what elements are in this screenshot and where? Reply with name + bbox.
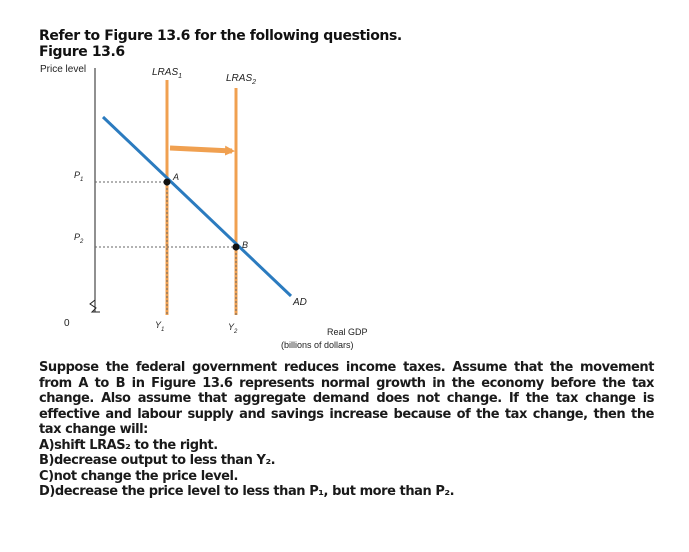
figure-label: Figure 13.6 bbox=[39, 44, 125, 60]
y1-label: $Y_1$ bbox=[155, 320, 165, 333]
point-a-label: A bbox=[173, 172, 180, 182]
origin-label: 0 bbox=[64, 318, 70, 329]
option-a[interactable]: A)shift LRAS₂ to the right. bbox=[39, 437, 218, 453]
option-b[interactable]: B)decrease output to less than Y₂. bbox=[39, 453, 276, 468]
point-a bbox=[164, 179, 171, 186]
x-axis-unit-label: (billions of dollars) bbox=[281, 340, 354, 350]
lras1-label: $LRAS_1$ bbox=[152, 67, 183, 80]
p2-label: $P_2$ bbox=[74, 232, 84, 245]
instruction-text: Refer to Figure 13.6 for the following questions. bbox=[39, 28, 402, 44]
answer-options bbox=[39, 438, 654, 500]
p1-label: $P_1$ bbox=[74, 170, 84, 183]
x-axis-label: Real GDP bbox=[327, 327, 368, 337]
ad-curve bbox=[103, 117, 291, 296]
point-b bbox=[233, 244, 240, 251]
point-b-label: B bbox=[242, 240, 249, 250]
ad-label: AD bbox=[293, 297, 307, 308]
y-axis-label: Price level bbox=[40, 64, 87, 75]
question-block bbox=[39, 360, 654, 500]
shift-arrow bbox=[170, 148, 232, 151]
option-d[interactable]: D)decrease the price level to less than P₁, but more than P₂. bbox=[39, 484, 455, 499]
question-text: Suppose the federal government reduces income taxes. Assume that the movement from A to B in Figure 13.6 represents normal growth in the economy before the tax change. Also assume that aggregate demand does not change. If the tax change is effective and labour supply and savings increase because of the tax change, then the tax change will: bbox=[39, 360, 654, 437]
y2-label: $Y_2$ bbox=[228, 322, 238, 335]
option-c[interactable]: C)not change the price level. bbox=[39, 468, 238, 484]
lras2-label: $LRAS_2$ bbox=[226, 73, 257, 86]
